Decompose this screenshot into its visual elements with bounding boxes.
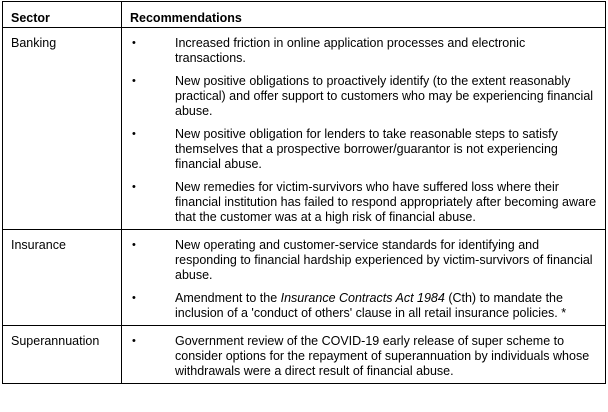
list-item <box>130 74 597 119</box>
bullet-icon: • <box>132 128 136 140</box>
recommendations-cell <box>122 230 606 326</box>
recommendations-table <box>2 1 606 384</box>
bullet-icon: • <box>132 335 136 347</box>
list-item <box>130 127 597 172</box>
recommendation-text: Increased friction in online application processes and electronic transactions. <box>175 36 526 65</box>
act-title: Insurance Contracts Act 1984 <box>280 291 445 305</box>
amendment-prefix: Amendment to the <box>175 291 281 305</box>
recommendation-text <box>175 291 566 320</box>
list-item <box>130 238 597 283</box>
sector-cell: Superannuation <box>3 326 122 384</box>
recommendation-text: New operating and customer-service standards for identifying and responding to financial hardship experienced by victim-survivors of financial abuse. <box>175 238 593 282</box>
recommendations-cell <box>122 326 606 384</box>
sector-cell: Banking <box>3 28 122 230</box>
header-recommendations: Recommendations <box>122 2 606 28</box>
table-row-banking <box>3 28 606 230</box>
list-item <box>130 334 597 379</box>
bullet-icon: • <box>132 37 136 49</box>
recommendation-text: New remedies for victim-survivors who have suffered loss where their financial institution has failed to respond appropriately after becoming aware that the customer was at a high risk of financial abuse. <box>175 180 597 224</box>
list-item <box>130 291 597 321</box>
bullet-icon: • <box>132 239 136 251</box>
recommendation-text: New positive obligations to proactively identify (to the extent reasonably practical) and offer support to customers who may be experiencing financial abuse. <box>175 74 594 118</box>
list-item <box>130 180 597 225</box>
header-sector: Sector <box>3 2 122 28</box>
sector-cell: Insurance <box>3 230 122 326</box>
bullet-icon: • <box>132 181 136 193</box>
header-row <box>3 2 606 28</box>
recommendation-text: New positive obligation for lenders to take reasonable steps to satisfy themselves that a prospective borrower/guarantor is not experiencing financial abuse. <box>175 127 558 171</box>
recommendations-cell <box>122 28 606 230</box>
bullet-icon: • <box>132 292 136 304</box>
recommendation-list <box>130 334 597 379</box>
table-row-superannuation <box>3 326 606 384</box>
recommendation-list <box>130 238 597 321</box>
table-row-insurance <box>3 230 606 326</box>
recommendation-text: Government review of the COVID-19 early release of super scheme to consider options for the repayment of superannuation by individuals whose withdrawals were a direct result of financial abuse. <box>175 334 590 378</box>
list-item <box>130 36 597 66</box>
amendment-suffix: (Cth) to mandate the inclusion of a 'conduct of others' clause in all retail insurance policies. * <box>175 291 567 320</box>
recommendation-list <box>130 36 597 225</box>
bullet-icon: • <box>132 75 136 87</box>
